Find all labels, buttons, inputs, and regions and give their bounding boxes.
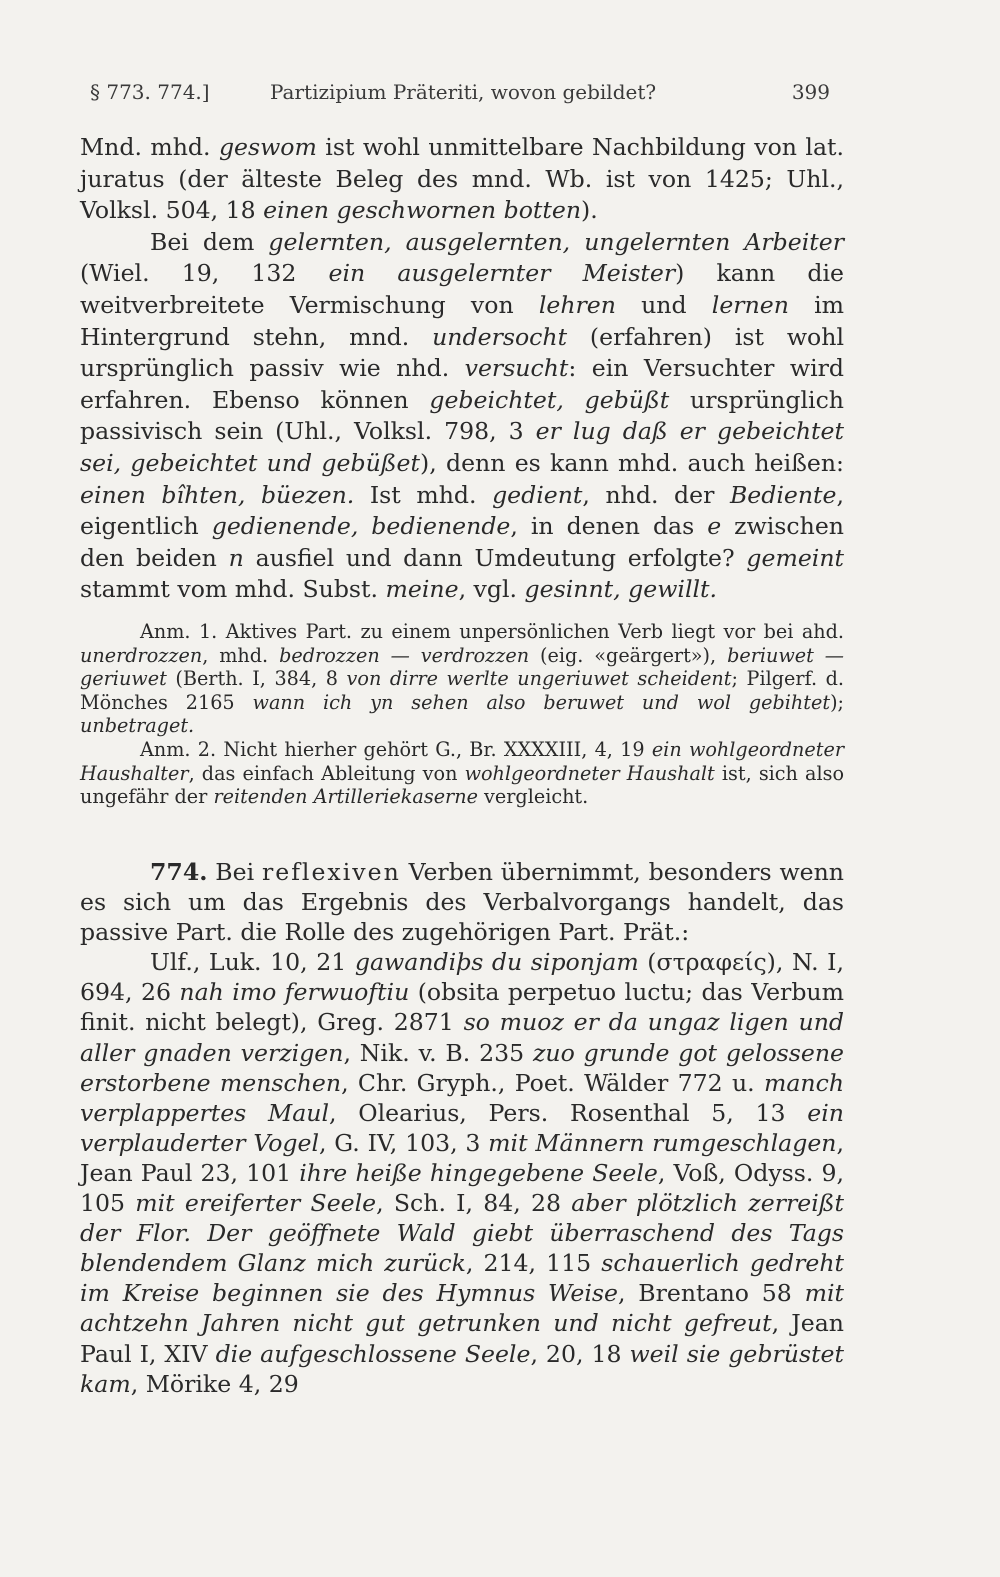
note-anm-1 <box>80 620 844 738</box>
italic-citation: gedient <box>492 480 583 509</box>
text-run: , vgl. <box>458 575 525 604</box>
text-run: ursprünglich passivisch sein (Uhl., Volksl. 798, 3 <box>80 385 844 446</box>
italic-citation: nah imo ferwuoftiu <box>179 978 410 1007</box>
text-run: , das einfach Ableitung von <box>188 761 465 785</box>
italic-citation: schauerlich gedreht im Kreise beginnen sie des Hymnus Weise <box>80 1249 845 1308</box>
header-section-range: § 773. 774.] <box>90 80 210 104</box>
text-run: Bei dem <box>150 227 269 256</box>
italic-citation: er lug daß er gebeichtet sei, gebeichtet und gebüßet <box>80 417 844 477</box>
text-run: ist wohl unmittelbare Nachbildung von lat. juratus (der älteste Beleg des mnd. Wb. ist von 1425; Uhl., Volksl. 504, 18 <box>80 133 844 225</box>
text-run: Bei <box>207 858 262 886</box>
text-run: Mnd. mhd. <box>80 133 219 161</box>
italic-citation: n <box>228 543 244 572</box>
italic-citation: reitenden Artilleriekaserne <box>213 785 478 809</box>
text-run: , Voß, Odyss. 9, 105 <box>80 1158 844 1218</box>
italic-citation: wohlgeordneter Haushalt <box>464 761 715 785</box>
text-run: , Sch. I, 84, 28 <box>376 1189 572 1218</box>
text-run: ), denn es kann mhd. auch heißen: <box>420 448 844 477</box>
italic-citation: gemeint <box>746 543 844 572</box>
section-774 <box>80 857 844 1399</box>
text-run: (στραφείς), N. I, 694, 26 <box>80 948 844 1007</box>
italic-citation: bedrozzen — verdrozzen <box>279 643 530 667</box>
text-run: : ein Versuchter wird erfahren. Ebenso können <box>80 354 844 414</box>
text-run: , Olearius, Pers. Rosenthal 5, 13 <box>329 1098 808 1127</box>
italic-citation: gesinnt, gewillt. <box>524 575 718 604</box>
italic-citation: weil sie gebrüstet kam <box>80 1339 844 1398</box>
text-run: , 214, 115 <box>465 1249 602 1278</box>
text-run: und <box>615 290 712 319</box>
text-run: im Hintergrund stehn, mnd. <box>80 290 845 351</box>
italic-citation: gedienende, bedienende <box>211 512 511 541</box>
italic-citation: ein verplauderter Vogel <box>80 1098 844 1157</box>
italic-citation: mit achtzehn Jahren nicht gut getrunken und nicht gefreut <box>80 1279 845 1338</box>
spaced-emphasis: reflexiven <box>261 858 401 886</box>
text-run: , mhd. <box>202 643 280 667</box>
italic-citation: aber plötzlich zerreißt der Flor. Der geöffnete Wald giebt überraschend des Tags blendendem Glanz mich zurück <box>80 1189 844 1278</box>
italic-citation: wann ich yn sehen also beruwet und wol gebihtet <box>252 690 831 714</box>
page-number: 399 <box>791 80 830 104</box>
italic-citation: versucht <box>464 354 569 383</box>
italic-citation: gebeichtet, gebüßt <box>429 385 670 414</box>
text-run: , Chr. Gryph., Poet. Wälder 772 u. <box>341 1068 764 1097</box>
text-run: Anm. 1. Aktives Part. zu einem unpersönlichen Verb liegt vor bei ahd. <box>140 620 844 643</box>
text-run: , in denen das <box>510 512 708 541</box>
italic-citation: einen geschwornen botten <box>263 196 582 225</box>
note-anm-2 <box>80 738 844 809</box>
italic-citation: beriuwet — geriuwet <box>80 643 844 691</box>
italic-citation: Bediente <box>729 480 837 509</box>
paragraph-geswom <box>80 132 844 227</box>
italic-citation: unerdrozzen <box>80 643 203 667</box>
italic-citation: meine <box>385 575 459 604</box>
header-title: Partizipium Präteriti, wovon gebildet? <box>270 80 657 104</box>
text-run: , Nik. v. B. 235 <box>343 1038 533 1067</box>
italic-citation: gelernten, ausgelernten, ungelernten Arbeiter <box>268 227 844 256</box>
text-run: ); <box>830 690 845 714</box>
text-run: , nhd. der <box>582 480 730 509</box>
italic-citation: e <box>707 512 722 541</box>
italic-citation: von dirre werlte ungeriuwet scheident <box>346 667 732 691</box>
text-run: Verben übernimmt, besonders wenn es sich um das Ergebnis des Verbalvorgangs handelt, das passive Part. die Rolle des zugehörigen Part. Prät.: <box>80 858 844 947</box>
text-run: vergleicht. <box>477 785 589 809</box>
italic-citation: undersocht <box>432 322 568 351</box>
paragraph-examples <box>80 947 844 1398</box>
text-run: , eigentlich <box>80 480 844 541</box>
italic-citation: ein wohlgeordneter Haushalter <box>80 737 845 785</box>
annotations <box>80 620 844 809</box>
italic-citation: so muoz er da ungaz ligen und aller gnaden verzigen <box>80 1008 844 1067</box>
italic-citation: geswom <box>218 133 317 161</box>
italic-citation: gawandiþs du siponjam <box>354 948 639 977</box>
italic-citation: zuo grunde got gelossene erstorbene menschen <box>80 1038 844 1097</box>
paragraph-reflexive-verbs <box>80 857 844 947</box>
italic-citation: manch verplappertes Maul <box>80 1068 845 1127</box>
text-run: ist, sich also ungefähr der <box>80 761 845 809</box>
text-run: , Mörike 4, 29 <box>130 1369 299 1398</box>
text-run: , Jean Paul 23, 101 <box>80 1128 844 1187</box>
text-run: (erfahren) ist wohl ursprünglich passiv wie nhd. <box>80 322 844 383</box>
text-run: (Wiel. 19, 132 <box>80 259 329 288</box>
italic-citation: lernen <box>711 290 789 319</box>
text-run: , Jean Paul I, XIV <box>80 1309 844 1368</box>
italic-citation: lehren <box>538 290 616 319</box>
text-run: ausfiel und dann Umdeutung erfolgte? <box>243 543 747 572</box>
text-run: ) kann die weitverbreitete Vermischung von <box>80 259 844 319</box>
section-773-body <box>80 132 844 606</box>
text-run: (Berth. I, 384, 8 <box>166 667 347 691</box>
italic-citation: ein ausgelernter Meister <box>328 259 676 288</box>
text-run: (eig. «geärgert»), <box>529 643 728 667</box>
italic-citation: die aufgeschlossene Seele <box>215 1339 531 1368</box>
italic-citation: mit Männern rumgeschlagen <box>488 1128 837 1157</box>
text-run: stammt vom mhd. Subst. <box>80 575 386 604</box>
italic-citation: mit ereiferter Seele <box>135 1189 377 1218</box>
text-run: , G. IV, 103, 3 <box>319 1128 489 1157</box>
text-run: Ulf., Luk. 10, 21 <box>150 948 355 977</box>
paragraph-gelernten <box>80 227 844 606</box>
text-run: , Brentano 58 <box>617 1279 805 1308</box>
text-run: (obsita perpetuo luctu; das Verbum finit. nicht belegt), Greg. 2871 <box>80 978 844 1037</box>
italic-citation: ihre heiße hingegebene Seele <box>299 1158 658 1187</box>
italic-citation: unbetraget. <box>80 714 195 738</box>
text-run: ). <box>581 196 598 225</box>
italic-citation: einen bîhten, büezen. <box>80 480 355 509</box>
text-run: , 20, 18 <box>530 1339 630 1368</box>
text-run: Anm. 2. Nicht hierher gehört G., Br. XXXXIII, 4, 19 <box>140 737 652 761</box>
text-run: Ist mhd. <box>354 480 493 509</box>
running-header <box>90 80 830 108</box>
text-run: ; Pilgerf. d. Mönches 2165 <box>80 667 845 714</box>
text-run: zwischen den beiden <box>80 512 844 572</box>
section-number: 774. <box>150 858 208 886</box>
